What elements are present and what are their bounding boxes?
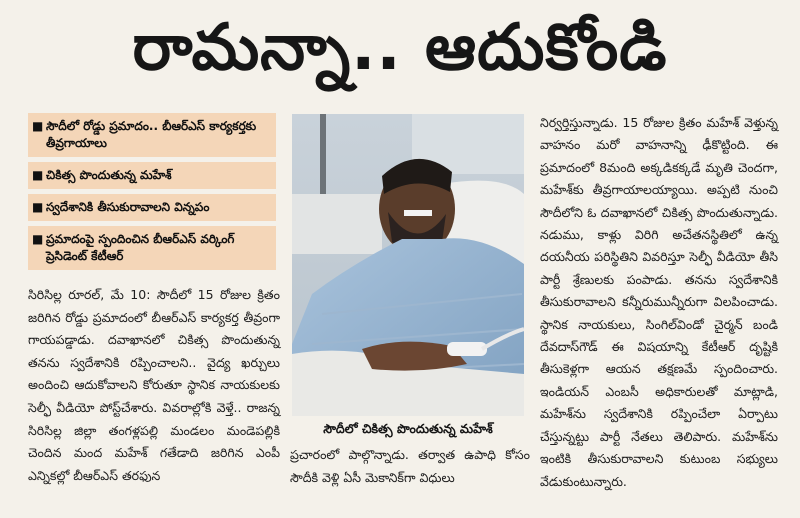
highlight-text: ప్రమాదంపై స్పందించిన బీఆర్‌ఎస్ వర్కింగ్ ప్రెసిడెంట్ కేటీఆర్: [46, 232, 235, 263]
highlight-text: సౌదీలో రోడ్డు ప్రమాదం.. బీఆర్‌ఎస్ కార్యకర్తకు తీవ్రగాయాలు: [46, 119, 257, 150]
highlight-item: [28, 162, 276, 189]
highlight-item: [28, 194, 276, 221]
highlight-text: చికిత్స పొందుతున్న మహేశ్: [46, 168, 172, 182]
headline: రామన్నా.. ఆదుకోండి: [132, 10, 668, 85]
bullet-icon: ■: [32, 168, 44, 182]
highlight-item: [28, 226, 276, 270]
article-text: నిర్వర్తిస్తున్నాడు. 15 రోజుల క్రితం మహేశ్ వెళ్తున్న వాహనం మరో వాహనాన్ని ఢీకొట్టింది. ఈ ప్రమాదంలో 8మంది అక్కడికక్కడే మృతి చెందగా, మహేశ్‌కు తీవ్రగాయాలయ్యాయి. అప్పటి నుంచి సౌదీలోని ఓ దవాఖానలో చికిత్స పొందుతున్నాడు. నడుము, కాళ్లు విరిగి అచేతనస్థితిలో ఉన్న దయనీయ పరిస్థితిని వివరిస్తూ సెల్ఫీ వీడియో తీసి పార్టీ శ్రేణులకు పంపాడు. తనను స్వదేశానికి తీసుకురావాలని కన్నీరుమున్నీరుగా విలపించాడు. స్థానిక నాయకులు, సింగిల్‌విండో చైర్మన్ బండి దేవదాస్‌గౌడ్ ఈ విషయాన్ని కేటీఆర్ దృష్టికి తీసుకెళ్లగా ఆయన తక్షణమే స్పందించారు. ఇండియన్ ఎంబసీ అధికారులతో మాట్లాడి, మహేశ్‌ను స్వదేశానికి రప్పించేలా ఏర్పాటు చేస్తున్నట్టు పార్టీ నేతలు తెలిపారు. మహేశ్‌ను ఇంటికి తీసుకురావాలని కుటుంబ సభ్యులు వేడుకుంటున్నారు.: [540, 115, 778, 489]
photo-caption: సౌదీలో చికిత్స పొందుతున్న మహేశ్: [323, 420, 493, 436]
article-column-2: [290, 444, 530, 514]
patient-photo-illustration: [292, 114, 524, 416]
article-column-3: [540, 112, 778, 512]
highlights-box: [28, 113, 276, 271]
highlight-item: [28, 113, 276, 157]
article-text: ప్రచారంలో పాల్గొన్నాడు. తర్వాత ఉపాధి కోసం సౌదీకి వెళ్లి ఏసీ మెకానిక్‌గా విధులు: [290, 447, 530, 485]
article-text: సిరిసిల్ల రూరల్, మే 10: సౌదీలో 15 రోజుల క్రితం జరిగిన రోడ్డు ప్రమాదంలో బీఆర్‌ఎస్ కార్యకర్త తీవ్రంగా గాయపడ్డాడు. దవాఖానలో చికిత్స పొందుతున్న తనను స్వదేశానికి రప్పించాలని.. వైద్య ఖర్చులు అందించి ఆదుకోవాలని కోరుతూ స్థానిక నాయకులకు సెల్ఫీ వీడియో పోస్ట్‌చేశారు. వివరాల్లోకి వెళ్తే.. రాజన్న సిరిసిల్ల జిల్లా తంగళ్లపల్లి మండలం మండెపల్లికి చెందిన మంద మహేశ్ గతేడాది జరిగిన ఎంపీ ఎన్నికల్లో బీఆర్‌ఎస్ తరఫున: [28, 287, 280, 483]
news-photo: [292, 114, 524, 416]
article-column-1: [28, 284, 280, 512]
bullet-icon: ■: [32, 119, 44, 133]
bullet-icon: ■: [32, 232, 44, 246]
bullet-icon: ■: [32, 200, 44, 214]
highlight-text: స్వదేశానికి తీసుకురావాలని విన్నపం: [46, 200, 210, 214]
